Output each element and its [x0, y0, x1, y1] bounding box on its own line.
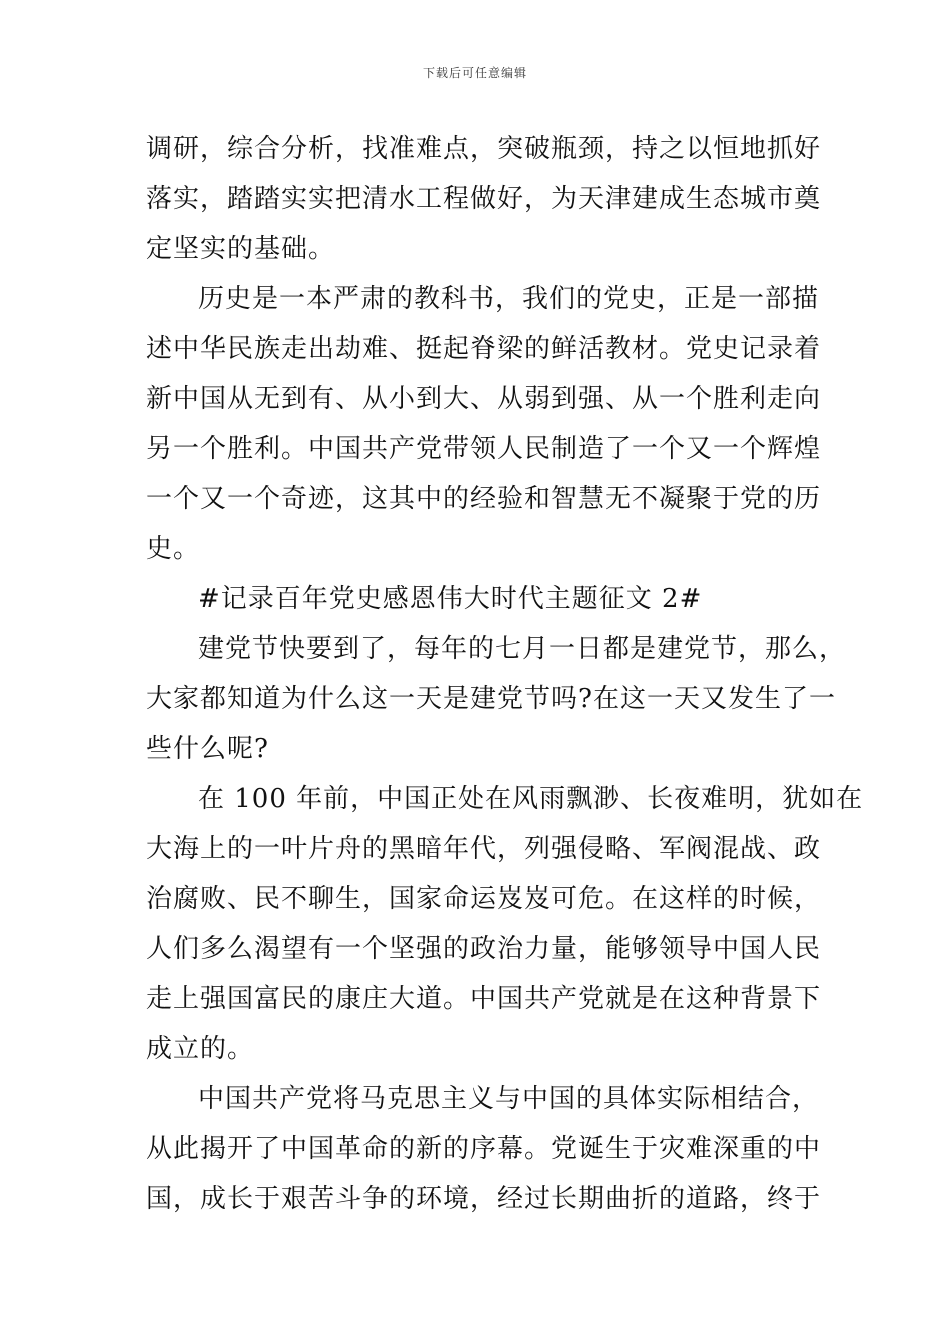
text-line: 建党节快要到了，每年的七月一日都是建党节，那么，	[198, 634, 847, 664]
text-line: 中国共产党将马克思主义与中国的具体实际相结合，	[198, 1084, 820, 1114]
text-line: 走上强国富民的康庄大道。中国共产党就是在这种背景下	[146, 984, 822, 1014]
header-note: 下载后可任意编辑	[422, 66, 527, 80]
paragraph-3	[146, 624, 847, 774]
text-line: 另一个胜利。中国共产党带领人民制造了一个又一个辉煌	[146, 434, 822, 464]
text-line: 国，成长于艰苦斗争的环境，经过长期曲折的道路，终于	[146, 1184, 822, 1214]
text-line: 调研，综合分析，找准难点，突破瓶颈，持之以恒地抓好	[146, 134, 822, 164]
paragraph-5	[146, 1074, 822, 1224]
text-line: 大家都知道为什么这一天是建党节吗?在这一天又发生了一	[146, 684, 836, 714]
text-line: 治腐败、民不聊生，国家命运岌岌可危。在这样的时候，	[146, 884, 822, 914]
paragraph-1	[146, 124, 822, 274]
text-line: 新中国从无到有、从小到大、从弱到强、从一个胜利走向	[146, 384, 822, 414]
section-heading	[146, 574, 816, 624]
text-line: 历史是一本严肃的教科书，我们的党史，正是一部描	[198, 284, 820, 314]
body-text	[146, 124, 864, 1224]
text-line: 定坚实的基础。	[146, 234, 336, 264]
paragraph-4	[146, 774, 864, 1074]
text-line: 成立的。	[146, 1034, 255, 1064]
text-line: 落实，踏踏实实把清水工程做好，为天津建成生态城市奠	[146, 184, 822, 214]
paragraph-2	[146, 274, 822, 574]
text-line: 从此揭开了中国革命的新的序幕。党诞生于灾难深重的中	[146, 1134, 822, 1164]
text-line: 些什么呢?	[146, 734, 269, 764]
text-line: 史。	[146, 534, 201, 564]
text-line: 述中华民族走出劫难、挺起脊梁的鲜活教材。党史记录着	[146, 334, 822, 364]
text-line: 在 100 年前，中国正处在风雨飘渺、长夜难明，犹如在	[198, 784, 864, 814]
text-line: 大海上的一叶片舟的黑暗年代，列强侵略、军阀混战、政	[146, 834, 822, 864]
section-heading-text: #记录百年党史感恩伟大时代主题征文 2#	[198, 584, 703, 614]
text-line: 人们多么渴望有一个坚强的政治力量，能够领导中国人民	[146, 934, 822, 964]
text-line: 一个又一个奇迹，这其中的经验和智慧无不凝聚于党的历	[146, 484, 822, 514]
